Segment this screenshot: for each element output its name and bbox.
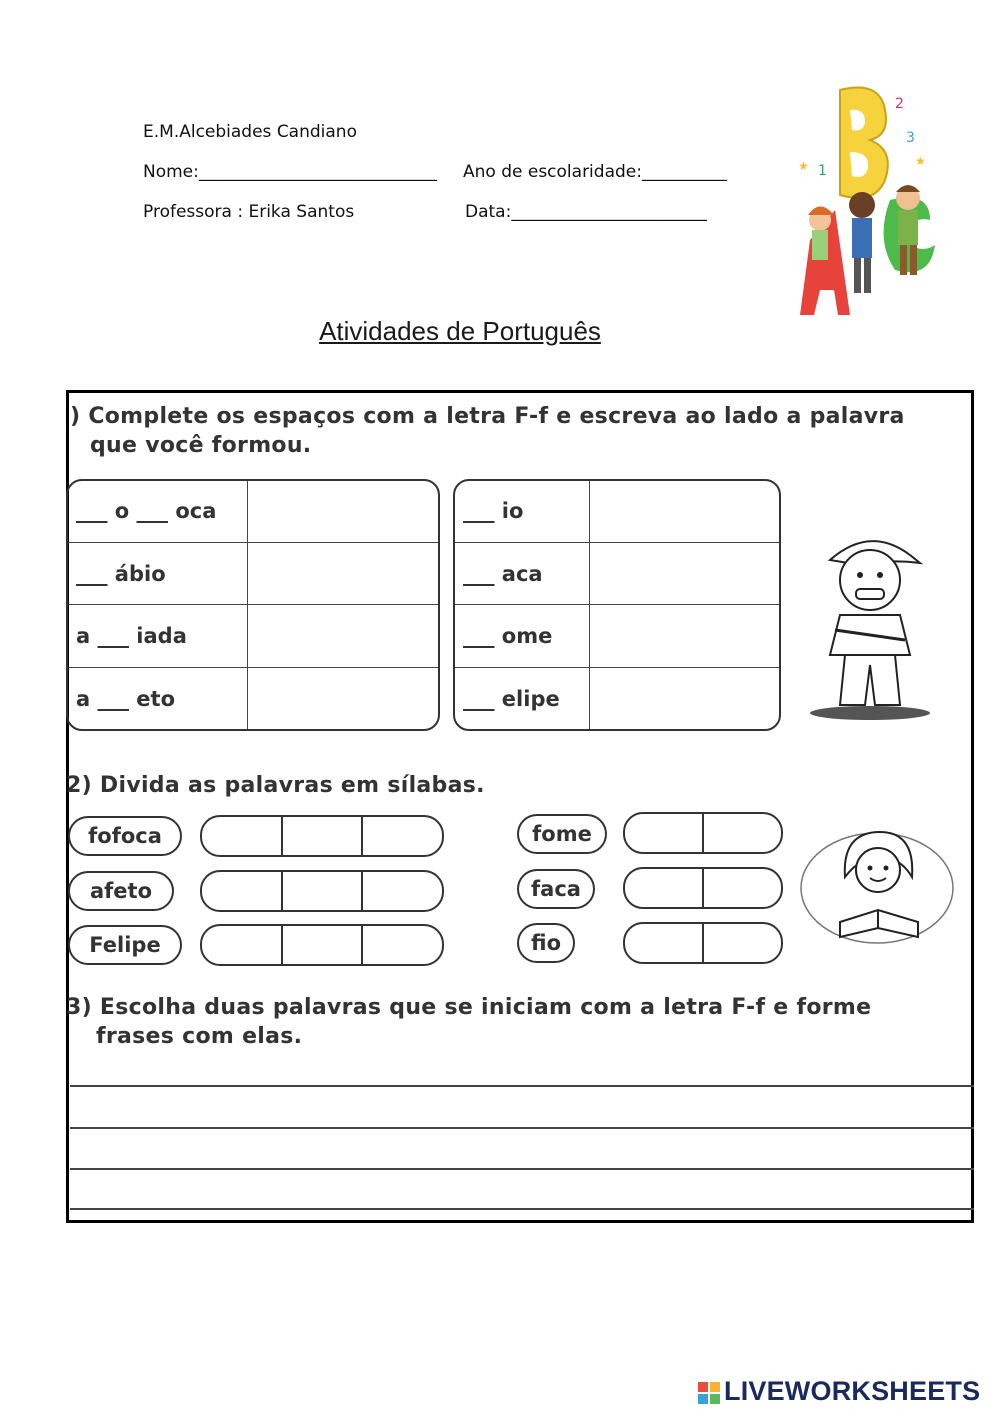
q1-answer-cell[interactable] xyxy=(248,542,439,605)
q1-left-item: ___ ábio xyxy=(68,542,248,605)
svg-text:1: 1 xyxy=(818,163,827,179)
svg-text:2: 2 xyxy=(895,96,904,112)
q2-word-pill: fome xyxy=(517,814,607,854)
q1-right-item: ___ io xyxy=(455,481,590,542)
q1-left-item: ___ o ___ oca xyxy=(68,481,248,542)
q2-syllable-boxes[interactable] xyxy=(200,870,444,912)
svg-text:★: ★ xyxy=(798,159,809,173)
q2-word-pill: afeto xyxy=(68,871,174,911)
grade-field-label: Ano de escolaridade:__________ xyxy=(463,162,727,182)
q1-answer-cell[interactable] xyxy=(590,542,780,605)
writing-line[interactable] xyxy=(70,1168,974,1170)
svg-text:★: ★ xyxy=(915,154,926,168)
q1-answer-cell[interactable] xyxy=(248,605,439,668)
q1-left-table xyxy=(66,479,440,731)
girl-reading-illustration xyxy=(800,822,955,954)
q2-syllable-boxes[interactable] xyxy=(623,812,783,854)
q1-right-item: ___ aca xyxy=(455,542,590,605)
boy-illustration xyxy=(800,525,970,720)
q2-syllable-boxes[interactable] xyxy=(623,922,783,964)
q1-answer-cell[interactable] xyxy=(590,605,780,668)
q2-word-pill: faca xyxy=(517,869,595,909)
q1-left-item: a ___ iada xyxy=(68,605,248,668)
writing-line[interactable] xyxy=(70,1208,974,1210)
page-title: Atividades de Português xyxy=(319,316,601,346)
q2-word-pill: Felipe xyxy=(68,925,182,965)
q1-answer-cell[interactable] xyxy=(248,668,439,729)
q2-word-pill: fofoca xyxy=(68,816,182,856)
q3-instruction-line1: 3) Escolha duas palavras que se iniciam com a letra F-f e forme xyxy=(66,995,872,1020)
liveworksheets-brand[interactable]: LIVEWORKSHEETS xyxy=(724,1376,981,1406)
q2-syllable-boxes[interactable] xyxy=(200,815,444,857)
q1-left-item: a ___ eto xyxy=(68,668,248,729)
svg-text:3: 3 xyxy=(906,130,915,146)
q2-syllable-boxes[interactable] xyxy=(623,867,783,909)
teacher-label: Professora : Erika Santos xyxy=(143,202,355,222)
q1-right-item: ___ elipe xyxy=(455,668,590,729)
q1-answer-cell[interactable] xyxy=(590,668,780,729)
q1-answer-cell[interactable] xyxy=(248,481,439,542)
abc-kids-illustration xyxy=(790,80,940,325)
q1-instruction-line2: que você formou. xyxy=(90,433,312,458)
writing-line[interactable] xyxy=(70,1127,974,1129)
q1-right-table xyxy=(453,479,781,731)
q3-instruction-line2: frases com elas. xyxy=(96,1024,303,1049)
liveworksheets-logo-icon xyxy=(697,1381,721,1405)
q1-instruction-line1: ) Complete os espaços com a letra F-f e escreva ao lado a palavra xyxy=(70,404,905,429)
writing-line[interactable] xyxy=(70,1085,974,1087)
name-field-label: Nome:____________________________ xyxy=(143,162,437,182)
q2-syllable-boxes[interactable] xyxy=(200,924,444,966)
q1-right-item: ___ ome xyxy=(455,605,590,668)
date-field-label: Data:_______________________ xyxy=(465,202,707,222)
q2-word-pill: fio xyxy=(517,923,575,963)
q1-answer-cell[interactable] xyxy=(590,481,780,542)
school-name: E.M.Alcebiades Candiano xyxy=(143,122,357,142)
q2-instruction: 2) Divida as palavras em sílabas. xyxy=(66,773,485,798)
